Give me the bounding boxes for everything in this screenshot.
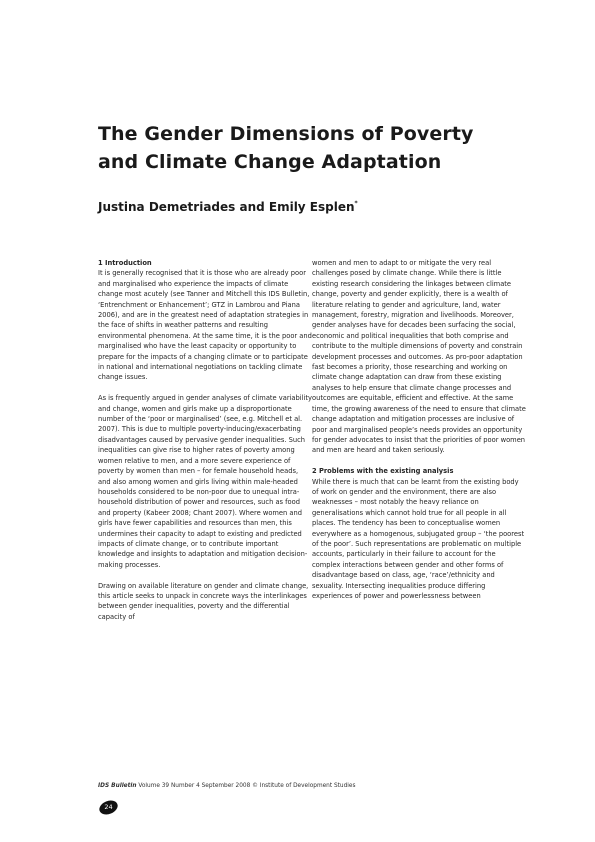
section-heading-introduction: 1 Introduction [98, 259, 152, 267]
paragraph: women and men to adapt to or mitigate the very real challenges posed by climate change. While there is little existing research considering the linkages between climate change, poverty and gender explicitly, there is a wealth of literature relating to gender and agriculture, land, water management, forestry, migration and livelihoods. Moreover, gender analyses have for decades been surfacing the social, economic and political inequalities that both comprise and contribute to the multiple dimensions of poverty and constrain development processes and outcomes. As pro-poor adaptation fast becomes a priority, those researching and working on climate change adaptation can draw from these existing analyses to help ensure that climate change processes and outcomes are equitable, efficient and effective. At the same time, the growing awareness of the need to ensure that climate change adaptation and mitigation processes are inclusive of poor and marginalised people’s needs provides an opportunity for gender advocates to insist that the priorities of poor women and men are heard and taken seriously. [312, 259, 526, 455]
article-authors [98, 196, 358, 215]
author-footnote-mark: * [354, 200, 358, 207]
citation-line: Volume 39 Number 4 September 2008 © Institute of Development Studies [138, 783, 356, 789]
section-heading-problems: 2 Problems with the existing analysis [312, 467, 454, 476]
journal-name: IDS Bulletin [98, 783, 137, 789]
paragraph: While there is much that can be learnt from the existing body of work on gender and the environment, there are also weaknesses – most notably the heavy reliance on generalisations which cannot hold true for all people in all places. The tendency has been to conceptualise women everywhere as a homogenous, subjugated group – ‘the poorest of the poor’. Such representations are problematic on multiple accounts, particularly in their failure to account for the complex interactions between gender and other forms of disadvantage based on class, age, ‘race’/ethnicity and sexuality. Intersecting inequalities produce differing experiences of power and powerlessness between [312, 477, 525, 600]
page-number: 24 [104, 803, 113, 811]
paragraph: It is generally recognised that it is those who are already poor and marginalised who experience the impacts of climate change most acutely (see Tanner and Mitchell this IDS Bulletin, ‘Entrenchment or Enhancement’; GTZ in Lambrou and Piana 2006), and are in the greatest need of adaptation strategies in the face of shifts in weather patterns and resulting environmental phenomena. At the same time, it is the poor and marginalised who have the least capacity or opportunity to prepare for the impacts of a changing climate or to participate in national and international negotiations on tackling climate change issues. [98, 269, 312, 382]
page-footer [98, 782, 518, 790]
paragraph: Drawing on available literature on gender and climate change, this article seeks to unpack in concrete ways the interlinkages between gender inequalities, poverty and the differential capacity of [98, 581, 309, 621]
left-column [98, 258, 312, 622]
paragraph: As is frequently argued in gender analyses of climate variability and change, women and girls make up a disproportionate number of the ‘poor or marginalised’ (see, e.g. Mitchell et al. 2007). This is due to multiple poverty-inducing/exacerbating disadvantages caused by pervasive gender inequalities. Such inequalities can give rise to higher rates of poverty among women relative to men, and a more severe experience of poverty by women than men – for female household heads, and also among women and girls living within male-headed households considered to be non-poor due to unequal intra-household distribution of power and resources, such as food and property (Kabeer 2008; Chant 2007). Where women and girls have fewer capabilities and resources than men, this undermines their capacity to adapt to existing and predicted impacts of climate change, or to contribute important knowledge and insights to adaptation and mitigation decision-making processes. [98, 394, 312, 569]
right-column [312, 258, 526, 601]
author-names: Justina Demetriades and Emily Esplen [98, 200, 355, 214]
article-title: The Gender Dimensions of Poverty and Climate Change Adaptation [98, 123, 474, 173]
